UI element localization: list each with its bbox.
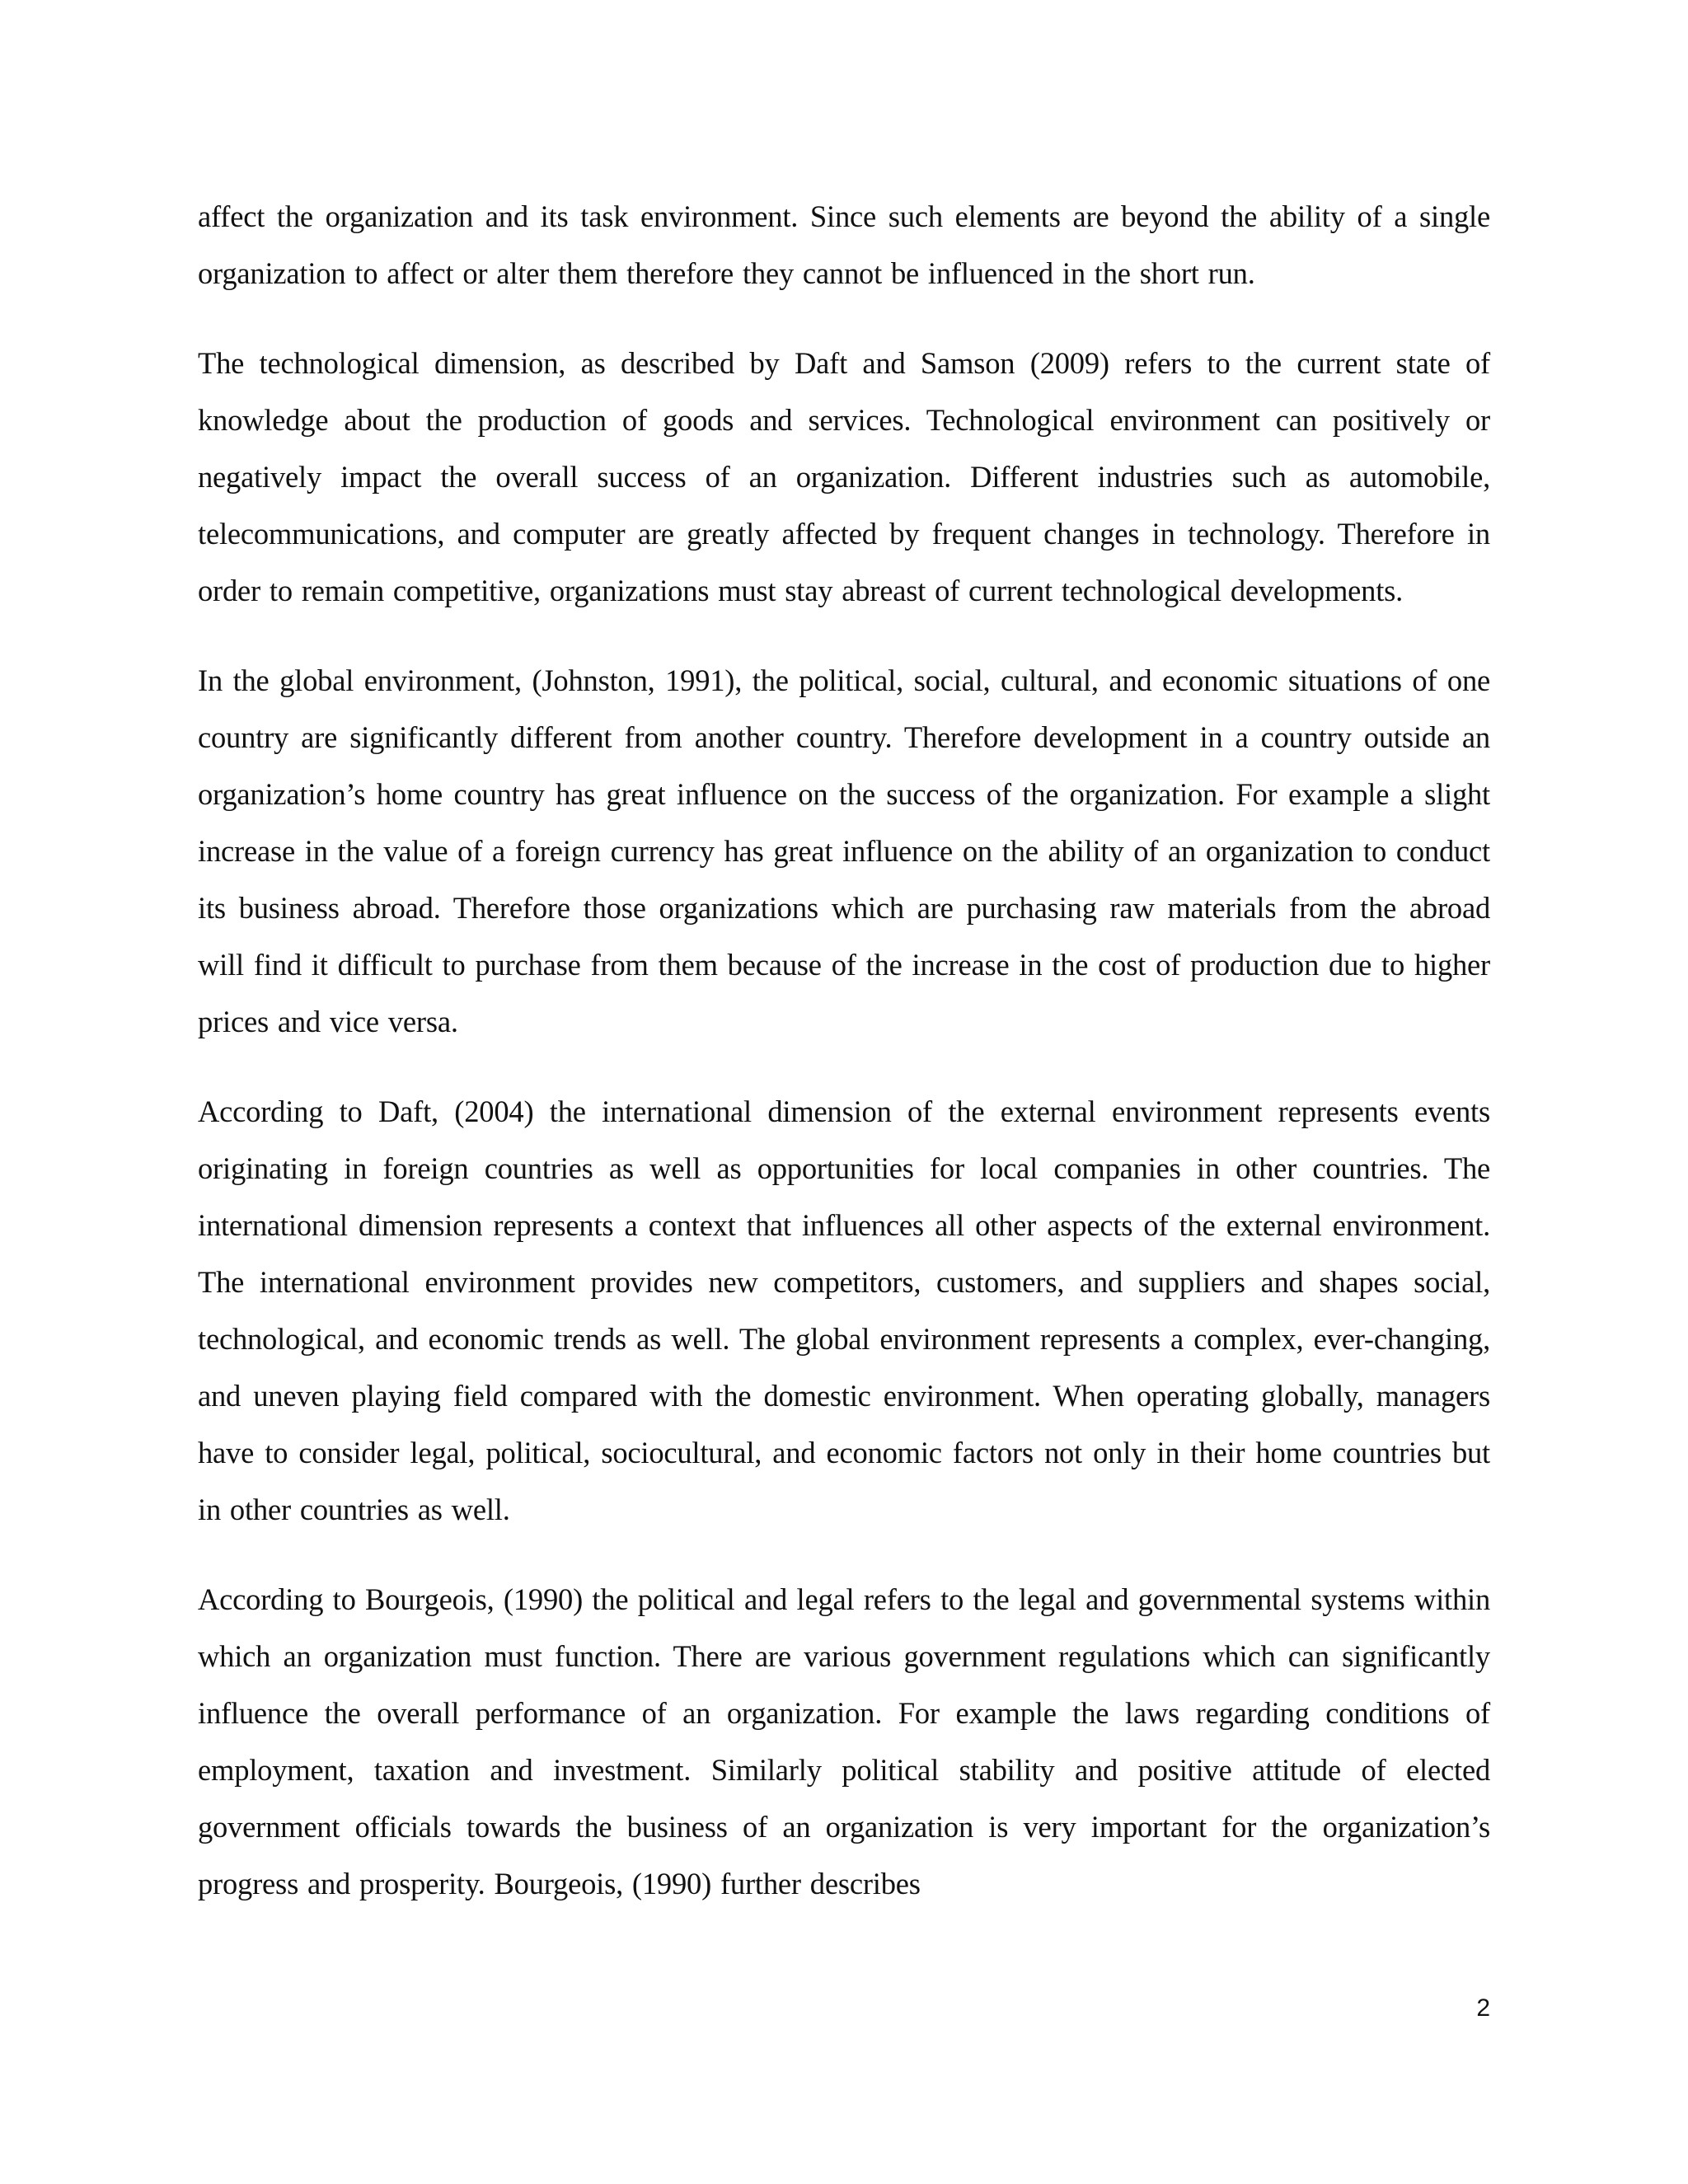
paragraph-political-legal: According to Bourgeois, (1990) the political and legal refers to the legal and governmental systems within which an organization must function. There are various government regulations which can significantly influence the overall performance of an organization. For example the laws regarding conditions of employment, taxation and investment. Similarly political stability and positive attitude of elected government officials towards the business of an organization is very important for the organization’s progress and prosperity. Bourgeois, (1990) further describes (198, 1582, 1490, 1900)
paragraph-technological-dimension: The technological dimension, as described by Daft and Samson (2009) refers to the current state of knowledge about the production of goods and services. Technological environment can positively or negatively impact the overall success of an organization. Different industries such as automobile, telecommunications, and computer are greatly affected by frequent changes in technology. Therefore in order to remain competitive, organizations must stay abreast of current technological developments. (198, 346, 1490, 607)
paragraph-global-environment: In the global environment, (Johnston, 1991), the political, social, cultural, and economic situations of one country are significantly different from another country. Therefore development in a country outside an organization’s home country has great influence on the success of the organization. For example a slight increase in the value of a foreign currency has great influence on the ability of an organization to conduct its business abroad. Therefore those organizations which are purchasing raw materials from the abroad will find it difficult to purchase from them because of the increase in the cost of production due to higher prices and vice versa. (198, 663, 1490, 1038)
document-body (198, 188, 1490, 1945)
paragraph-continuation: affect the organization and its task environment. Since such elements are beyond the ability of a single organization to affect or alter them therefore they cannot be influenced in the short run. (198, 199, 1490, 290)
page-number: 2 (1476, 1994, 1490, 2022)
paragraph-international-dimension: According to Daft, (2004) the international dimension of the external environment represents events originating in foreign countries as well as opportunities for local companies in other countries. The international dimension represents a context that influences all other aspects of the external environment. The international environment provides new competitors, customers, and suppliers and shapes social, technological, and economic trends as well. The global environment represents a complex, ever-changing, and uneven playing field compared with the domestic environment. When operating globally, managers have to consider legal, political, sociocultural, and economic factors not only in their home countries but in other countries as well. (198, 1094, 1490, 1526)
